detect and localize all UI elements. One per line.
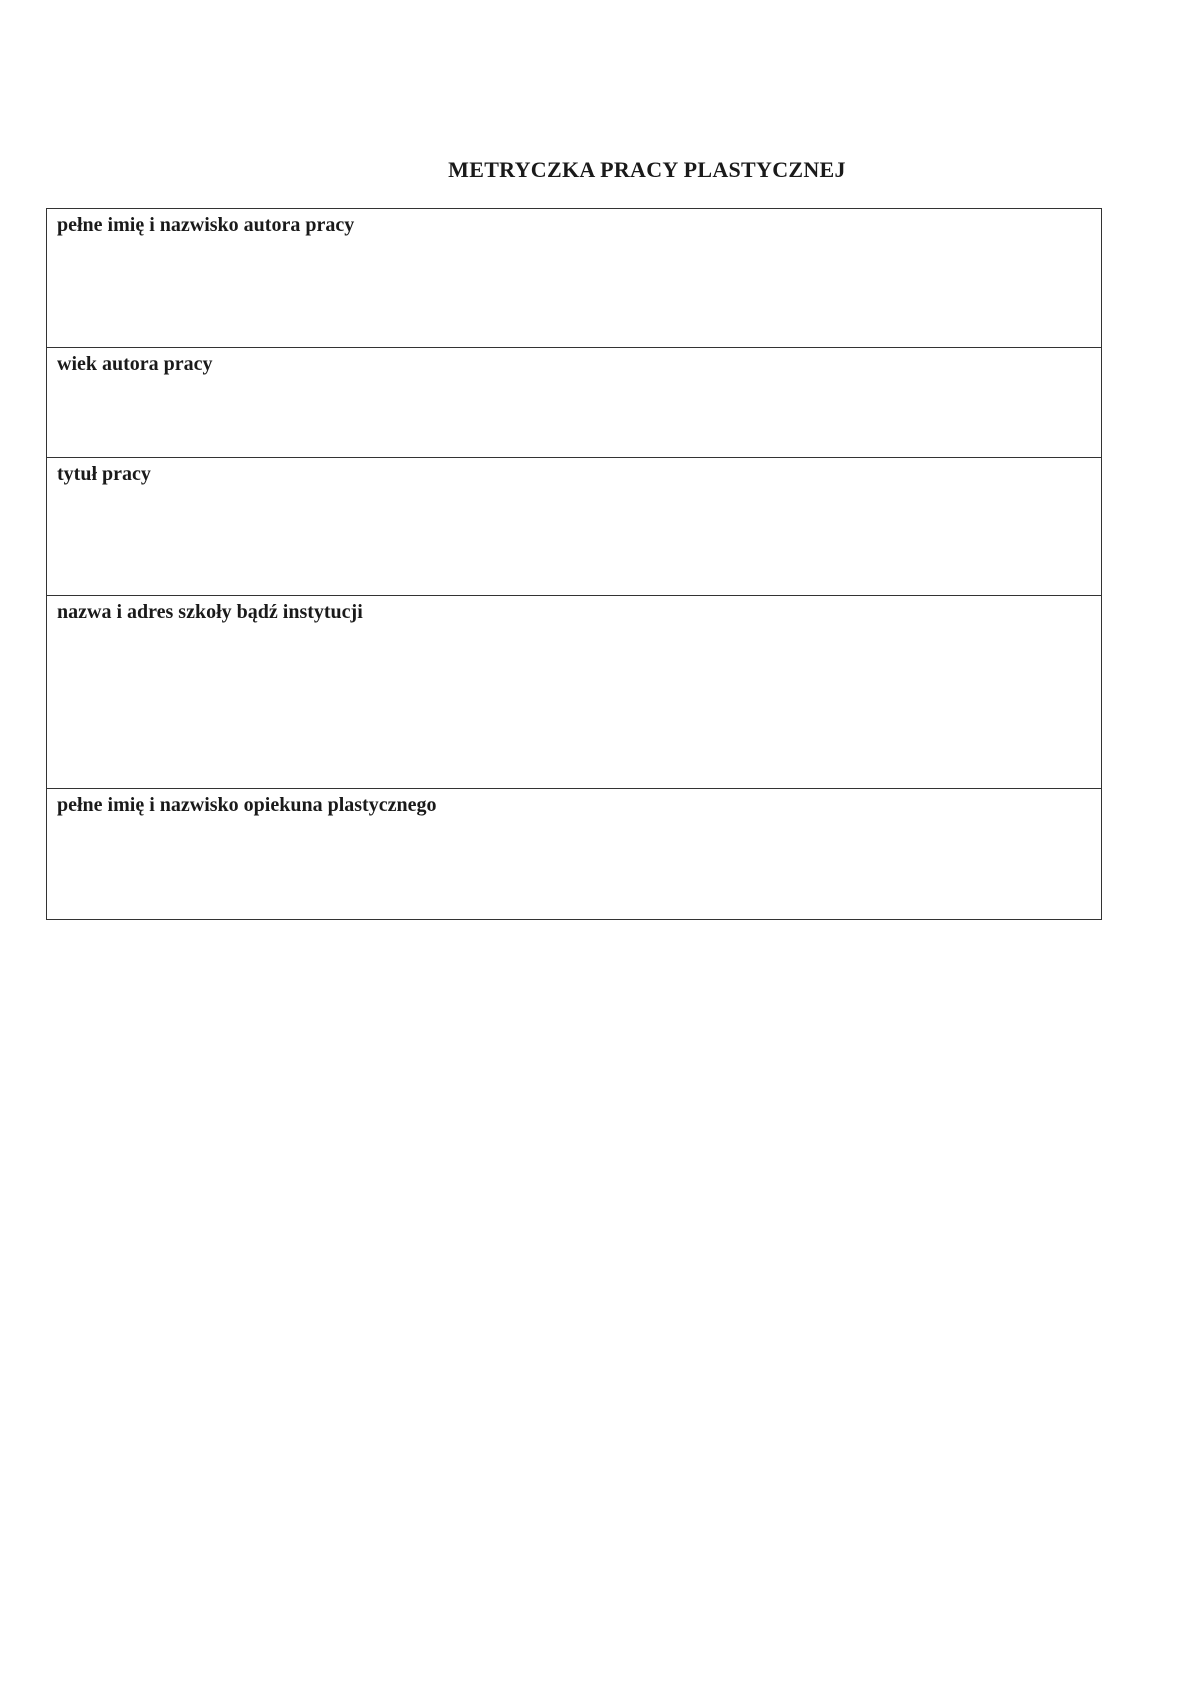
- field-label: nazwa i adres szkoły bądź instytucji: [57, 601, 363, 623]
- form-table: [46, 208, 1102, 920]
- form-field-author-age[interactable]: [47, 347, 1101, 457]
- form-field-art-supervisor[interactable]: [47, 788, 1101, 919]
- field-label: wiek autora pracy: [57, 353, 213, 375]
- field-label: pełne imię i nazwisko opiekuna plastycznego: [57, 794, 437, 816]
- field-label: pełne imię i nazwisko autora pracy: [57, 214, 355, 236]
- form-field-author-name[interactable]: [47, 209, 1101, 347]
- form-field-school-address[interactable]: [47, 595, 1101, 788]
- field-label: tytuł pracy: [57, 463, 151, 485]
- form-field-work-title[interactable]: [47, 457, 1101, 595]
- page-title: METRYCZKA PRACY PLASTYCZNEJ: [448, 157, 846, 182]
